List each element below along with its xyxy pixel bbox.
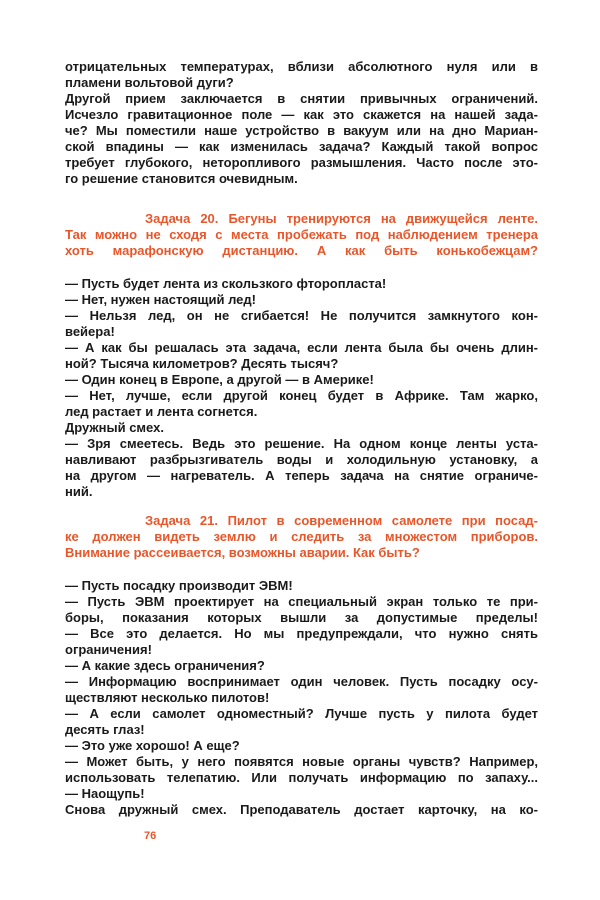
text-line: — Нет, нужен настоящий лед! — [65, 292, 256, 307]
text-line: — Все это делается. Но мы предупреждали, что нужно снять — [65, 626, 538, 641]
text-line: — Может быть, у него появятся новые органы чувств? Например, — [65, 754, 538, 769]
text-line: — Это уже хорошо! А еще? — [65, 738, 240, 753]
text-line: — А как бы решалась эта задача, если лента была бы очень длин- — [65, 340, 538, 355]
text-line: лед растает и лента согнется. — [65, 404, 258, 419]
text-line: требует глубокого, неторопливого размышления. Часто после это- — [65, 155, 538, 170]
text-line: навливают разбрызгиватель воды и холодильную установку, а — [65, 452, 538, 467]
text-line: Другой прием заключается в снятии привычных ограничений. — [65, 91, 538, 106]
task-20-label: Задача 20. — [145, 211, 219, 226]
text-line: — Нельзя лед, он не сгибается! Не получится замкнутого кон- — [65, 308, 538, 323]
text-line: — Нет, лучше, если другой конец будет в Африке. Там жарко, — [65, 388, 538, 403]
page-number: 76 — [144, 830, 157, 842]
task-21-first-line — [145, 513, 538, 529]
task-20-text: Бегуны тренируются на движущейся ленте. — [228, 211, 538, 226]
text-line: на другом — нагреватель. А теперь задача на снятие ограниче- — [65, 468, 538, 483]
text-line: — Один конец в Европе, а другой — в Америке! — [65, 372, 374, 387]
text-line: отрицательных температурах, вблизи абсолютного нуля или в — [65, 59, 538, 74]
text-line: Исчезло гравитационное поле — как это скажется на нашей зада- — [65, 107, 538, 122]
task-21-text: Пилот в современном самолете при посад- — [227, 513, 538, 528]
text-line: ний. — [65, 484, 93, 499]
text-line: ограничения! — [65, 642, 152, 657]
text-line: ской впадины — как изменилась задача? Каждый такой вопрос — [65, 139, 538, 154]
text-line: десять глаз! — [65, 722, 145, 737]
text-line: — А какие здесь ограничения? — [65, 658, 265, 673]
text-line: — Зря смеетесь. Ведь это решение. На одном конце ленты уста- — [65, 436, 538, 451]
task-21-label: Задача 21. — [145, 513, 218, 528]
text-line: — Информацию воспринимает один человек. Пусть посадку осу- — [65, 674, 538, 689]
text-line: Внимание рассеивается, возможны аварии. Как быть? — [65, 545, 420, 560]
text-line: хоть марафонскую дистанцию. А как быть конькобежцам? — [65, 243, 538, 258]
text-line: вейера! — [65, 324, 115, 339]
text-line: Так можно не сходя с места пробежать под наблюдением тренера — [65, 227, 538, 242]
text-line: Дружный смех. — [65, 420, 164, 435]
text-line: боры, показания которых вышли за допустимые пределы! — [65, 610, 538, 625]
text-line: ке должен видеть землю и следить за множестом приборов. — [65, 529, 538, 544]
text-line: — Пусть будет лента из скользкого фторопласта! — [65, 276, 387, 291]
text-line: ной? Тысяча километров? Десять тысяч? — [65, 356, 339, 371]
text-line: — Пусть посадку производит ЭВМ! — [65, 578, 293, 593]
text-line: Снова дружный смех. Преподаватель достает карточку, на ко- — [65, 802, 538, 817]
text-line: пламени вольтовой дуги? — [65, 75, 234, 90]
text-line: — А если самолет одноместный? Лучше пусть у пилота будет — [65, 706, 538, 721]
text-line: ществляют несколько пилотов! — [65, 690, 270, 705]
text-line: — Наощупь! — [65, 786, 145, 801]
text-line: че? Мы поместили наше устройство в вакуум или на дно Мариан- — [65, 123, 538, 138]
text-line: — Пусть ЭВМ проектирует на специальный экран только те при- — [65, 594, 538, 609]
task-20-first-line — [145, 211, 538, 227]
text-line: использовать телепатию. Или получать информацию по запаху... — [65, 770, 538, 785]
text-line: го решение становится очевидным. — [65, 171, 298, 186]
